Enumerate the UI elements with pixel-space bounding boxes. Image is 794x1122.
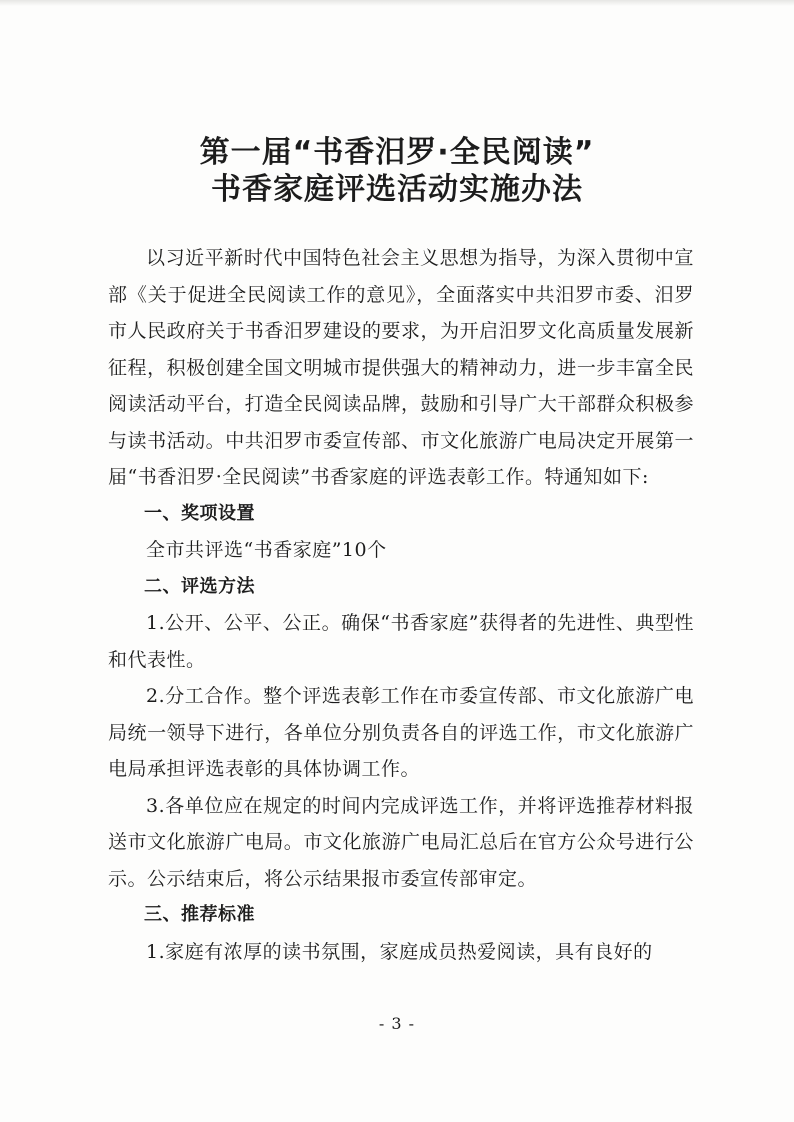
page-number: - 3 - bbox=[378, 1014, 416, 1033]
body-paragraph: 1.家庭有浓厚的读书氛围，家庭成员热爱阅读，具有良好的 bbox=[146, 940, 653, 963]
section-heading: 三、推荐标准 bbox=[144, 904, 255, 925]
body-paragraph: 2.分工合作。整个评选表彰工作在市委宣传部、市文化旅游广电局统一领导下进行，各单位分别负责各自的评选工作，市文化旅游广电局承担评选表彰的具体协调工作。 bbox=[108, 685, 694, 780]
body-paragraph: 3.各单位应在规定的时间内完成评选工作，并将评选推荐材料报送市文化旅游广电局。市文化旅游广电局汇总后在官方公众号进行公示。公示结束后，将公示结果报市委宣传部审定。 bbox=[108, 794, 694, 890]
body-paragraph: 1.公开、公平、公正。确保“书香家庭”获得者的先进性、典型性和代表性。 bbox=[108, 612, 694, 671]
section-heading: 二、评选方法 bbox=[144, 575, 255, 597]
body-paragraph: 以习近平新时代中国特色社会主义思想为指导，为深入贯彻中宣部《关于促进全民阅读工作的意见》，全面落实中共汨罗市委、汨罗市人民政府关于书香汨罗建设的要求，为开启汨罗文化高质量发展新征程，积极创建全国文明城市提供强大的精神动力，进一步丰富全民阅读活动平台，打造全民阅读品牌，鼓励和引导广大干部群众积极参与读书活动。中共汨罗市委宣传部、市文化旅游广电局决定开展第一届“书香汨罗·全民阅读”书香家庭的评选表彰工作。特通知如下: bbox=[108, 247, 694, 488]
document-title-line-1: 第一届“书香汨罗·全民阅读” bbox=[199, 135, 595, 170]
section-heading: 一、奖项设置 bbox=[144, 502, 255, 524]
document-body bbox=[108, 240, 694, 970]
document-title-line-2: 书香家庭评选活动实施办法 bbox=[211, 172, 583, 207]
body-paragraph: 全市共评选“书香家庭”10个 bbox=[146, 539, 387, 561]
scan-edge-shadow bbox=[0, 0, 794, 6]
